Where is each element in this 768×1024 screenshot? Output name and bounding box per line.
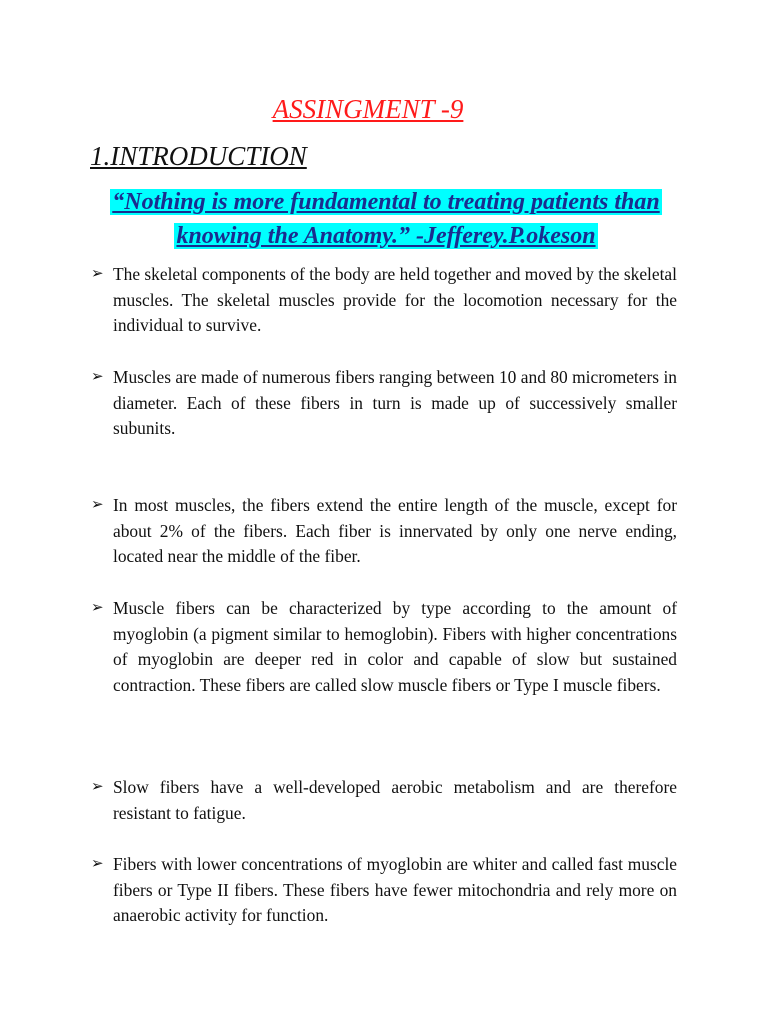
bullet-item <box>91 852 677 929</box>
arrowhead-bullet-icon: ➢ <box>91 779 104 795</box>
bullet-text: Fibers with lower concentrations of myoglobin are whiter and called fast muscle fibers or Type II fibers. These fibers have fewer mitochondria and rely more on anaerobic activity for function. <box>113 854 677 926</box>
bullet-text: The skeletal components of the body are held together and moved by the skeletal muscles. The skeletal muscles provide for the locomotion necessary for the individual to survive. <box>113 264 677 336</box>
bullet-text: Muscles are made of numerous fibers ranging between 10 and 80 micrometers in diameter. Each of these fibers in turn is made up of successively smaller subunits. <box>113 367 677 439</box>
highlighted-quote <box>86 185 686 253</box>
bullet-text: In most muscles, the fibers extend the entire length of the muscle, except for about 2% of the fibers. Each fiber is innervated by only one nerve ending, located near the middle of the fiber. <box>113 495 677 567</box>
quote-line-2: knowing the Anatomy.” -Jefferey.P.okeson <box>176 223 596 249</box>
arrowhead-bullet-icon: ➢ <box>91 600 104 616</box>
bullet-item <box>91 262 677 339</box>
section-heading: 1.INTRODUCTION <box>90 141 307 171</box>
arrowhead-bullet-icon: ➢ <box>91 856 104 872</box>
bullet-item <box>91 596 677 698</box>
bullet-item <box>91 493 677 570</box>
bullet-text: Slow fibers have a well-developed aerobic metabolism and are therefore resistant to fatigue. <box>113 777 677 823</box>
arrowhead-bullet-icon: ➢ <box>91 369 104 385</box>
bullet-text: Muscle fibers can be characterized by type according to the amount of myoglobin (a pigment similar to hemoglobin). Fibers with higher concentrations of myoglobin are deeper red in color and capable of slow but sustained contraction. These fibers are called slow muscle fibers or Type I muscle fibers. <box>113 598 677 695</box>
bullet-item <box>91 365 677 442</box>
arrowhead-bullet-icon: ➢ <box>91 266 104 282</box>
quote-line-1: “Nothing is more fundamental to treating patients than <box>112 189 660 215</box>
bullet-item <box>91 775 677 826</box>
page-title: ASSINGMENT -9 <box>272 94 464 124</box>
arrowhead-bullet-icon: ➢ <box>91 497 104 513</box>
